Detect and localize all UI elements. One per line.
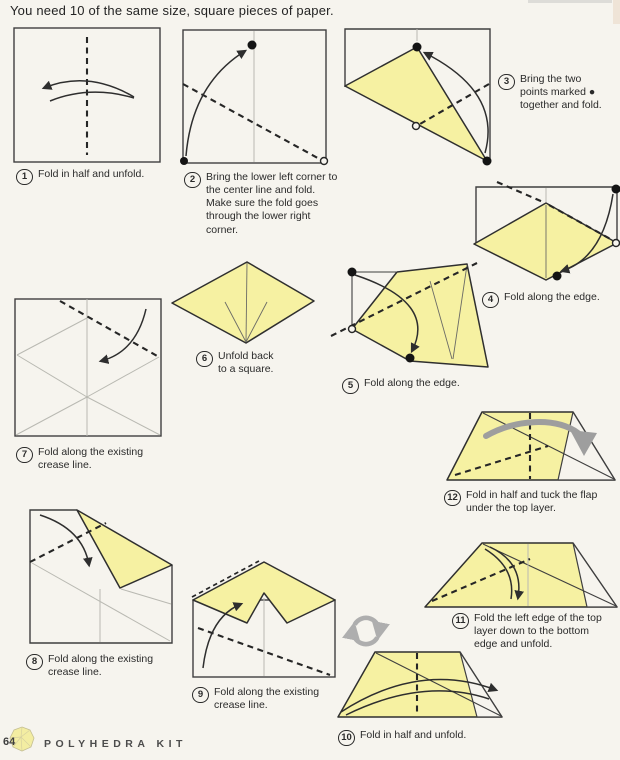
fold-arrow: [40, 515, 89, 565]
step-11-number-badge: 11: [452, 613, 469, 629]
step-5-instruction: Fold along the edge.: [364, 377, 460, 389]
step-8-instruction: Fold along the existing crease line.: [48, 653, 154, 679]
step-3-number-badge: 3: [498, 74, 515, 90]
step-7-diagram: [15, 299, 161, 436]
step-4-label: [482, 291, 620, 308]
step-4-diagram: [474, 182, 620, 281]
step-12-diagram: [447, 412, 615, 480]
step-10-label: [338, 729, 513, 746]
step-6-diagram: [172, 262, 314, 343]
step-2-number-badge: 2: [184, 172, 201, 188]
step-2-instruction: Bring the lower left corner to the center line and fold. Make sure the fold goes through the lower right corner.: [206, 171, 338, 236]
step-8-diagram: [30, 510, 172, 643]
step-4-instruction: Fold along the edge.: [504, 291, 600, 303]
marked-point-dot: [553, 272, 562, 281]
step-1-number-badge: 1: [16, 169, 33, 185]
pivot-circle: [413, 123, 420, 130]
pivot-circle: [321, 158, 328, 165]
step-2-diagram: [180, 30, 328, 165]
step-11-diagram: [425, 543, 617, 607]
step-1-instruction: Fold in half and unfold.: [38, 168, 145, 180]
marked-point-dot: [612, 185, 620, 194]
book-title: POLYHEDRA KIT: [44, 738, 187, 750]
marked-point-dot: [483, 157, 492, 166]
step-10-instruction: Fold in half and unfold.: [360, 729, 467, 741]
step-10-number-badge: 10: [338, 730, 355, 746]
step-9-instruction: Fold along the existing crease line.: [214, 686, 320, 712]
fold-arrow: [101, 309, 146, 361]
marked-point-dot: [348, 268, 357, 277]
step-9-label: [192, 686, 347, 712]
step-10-diagram: [338, 652, 502, 717]
step-9-diagram: [192, 561, 335, 677]
pivot-circle: [613, 240, 620, 247]
step-1-diagram: [14, 28, 160, 162]
pivot-circle: [349, 326, 356, 333]
fold-arrow: [186, 51, 245, 156]
step-3-label: [498, 73, 616, 112]
step-5-diagram: [331, 263, 488, 367]
intro-text: You need 10 of the same size, square pieces of paper.: [10, 3, 334, 18]
step-8-number-badge: 8: [26, 654, 43, 670]
step-6-label: [196, 350, 308, 376]
step-6-number-badge: 6: [196, 351, 213, 367]
step-5-label: [342, 377, 482, 394]
step-12-number-badge: 12: [444, 490, 461, 506]
step-9-number-badge: 9: [192, 687, 209, 703]
step-1-label: [16, 168, 186, 185]
step-3-diagram: [345, 29, 492, 166]
rotate-symbol-icon: [353, 618, 379, 644]
step-7-number-badge: 7: [16, 447, 33, 463]
step-7-label: [16, 446, 168, 472]
step-12-instruction: Fold in half and tuck the flap under the top layer.: [466, 489, 598, 515]
step-4-number-badge: 4: [482, 292, 499, 308]
page-number: 64: [3, 736, 16, 748]
target-dot: [248, 41, 257, 50]
step-6-instruction: Unfold back to a square.: [218, 350, 274, 376]
page-footer: [0, 722, 300, 760]
marked-point-dot: [406, 354, 415, 363]
step-5-number-badge: 5: [342, 378, 359, 394]
step-11-instruction: Fold the left edge of the top layer down to the bottom edge and unfold.: [474, 612, 602, 651]
step-7-instruction: Fold along the existing crease line.: [38, 446, 144, 472]
corner-dot: [180, 157, 188, 165]
step-11-label: [452, 612, 614, 651]
step-12-label: [444, 489, 608, 515]
step-2-label: [184, 171, 342, 237]
step-8-label: [26, 653, 178, 679]
step-3-instruction: Bring the two points marked ● together and fold.: [520, 73, 602, 112]
marked-point-dot: [413, 43, 422, 52]
